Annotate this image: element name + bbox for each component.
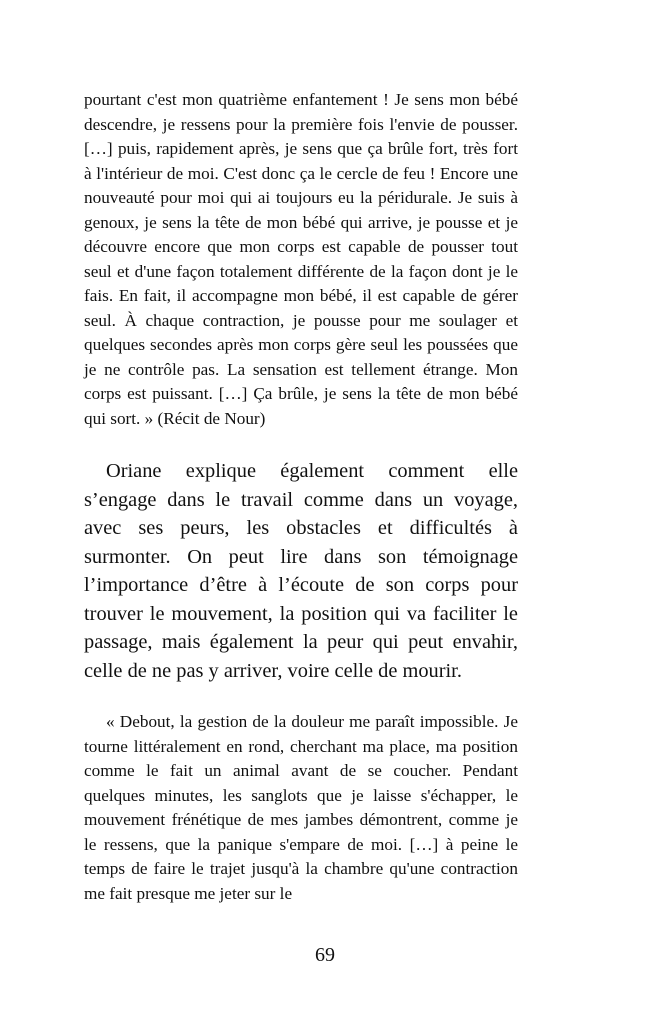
page-content [84, 88, 518, 906]
quote-oriane: « Debout, la gestion de la douleur me paraît impossible. Je tourne littéralement en rond, cherchant ma place, ma position comme le fait un animal avant de se coucher. Pendant quelques minutes, les sanglots que je laisse s'échapper, le mouvement frénétique de mes jambes démontrent, comme je le ressens, que la panique s'empare de moi. […] à peine le temps de faire le trajet jusqu'à la chambre qu'une contraction me fait presque me jeter sur le [84, 712, 518, 903]
body-paragraph-oriane: Oriane explique également comment elle s’engage dans le travail comme dans un voyage, avec ses peurs, les obstacles et difficultés à surmonter. On peut lire dans son témoignage l’importance d’être à l’écoute de son corps pour trouver le mouvement, la position qui va faciliter le passage, mais également la peur qui peut envahir, celle de ne pas y arriver, voire celle de mourir. [84, 460, 518, 682]
page-number: 69 [315, 944, 335, 966]
quote-nour: pourtant c'est mon quatrième enfantement ! Je sens mon bébé descendre, je ressens pour la première fois l'envie de pousser. […] puis, rapidement après, je sens que ça brûle fort, très fort à l'intérieur de moi. C'est donc ça le cercle de feu ! Encore une nouveauté pour moi qui ai toujours eu la péridurale. Je suis à genoux, je sens la tête de mon bébé qui arrive, je pousse et je découvre encore que mon corps est capable de pousser tout seul et d'une façon totalement différente de la façon dont je le fais. En fait, il accompagne mon bébé, il est capable de gérer seul. À chaque contraction, je pousse pour me soulager et quelques secondes après mon corps gère seul les poussées que je ne contrôle pas. La sensation est tellement étrange. Mon corps est puissant. […] Ça brûle, je sens la tête de mon bébé qui sort. » (Récit de Nour) [84, 90, 518, 428]
